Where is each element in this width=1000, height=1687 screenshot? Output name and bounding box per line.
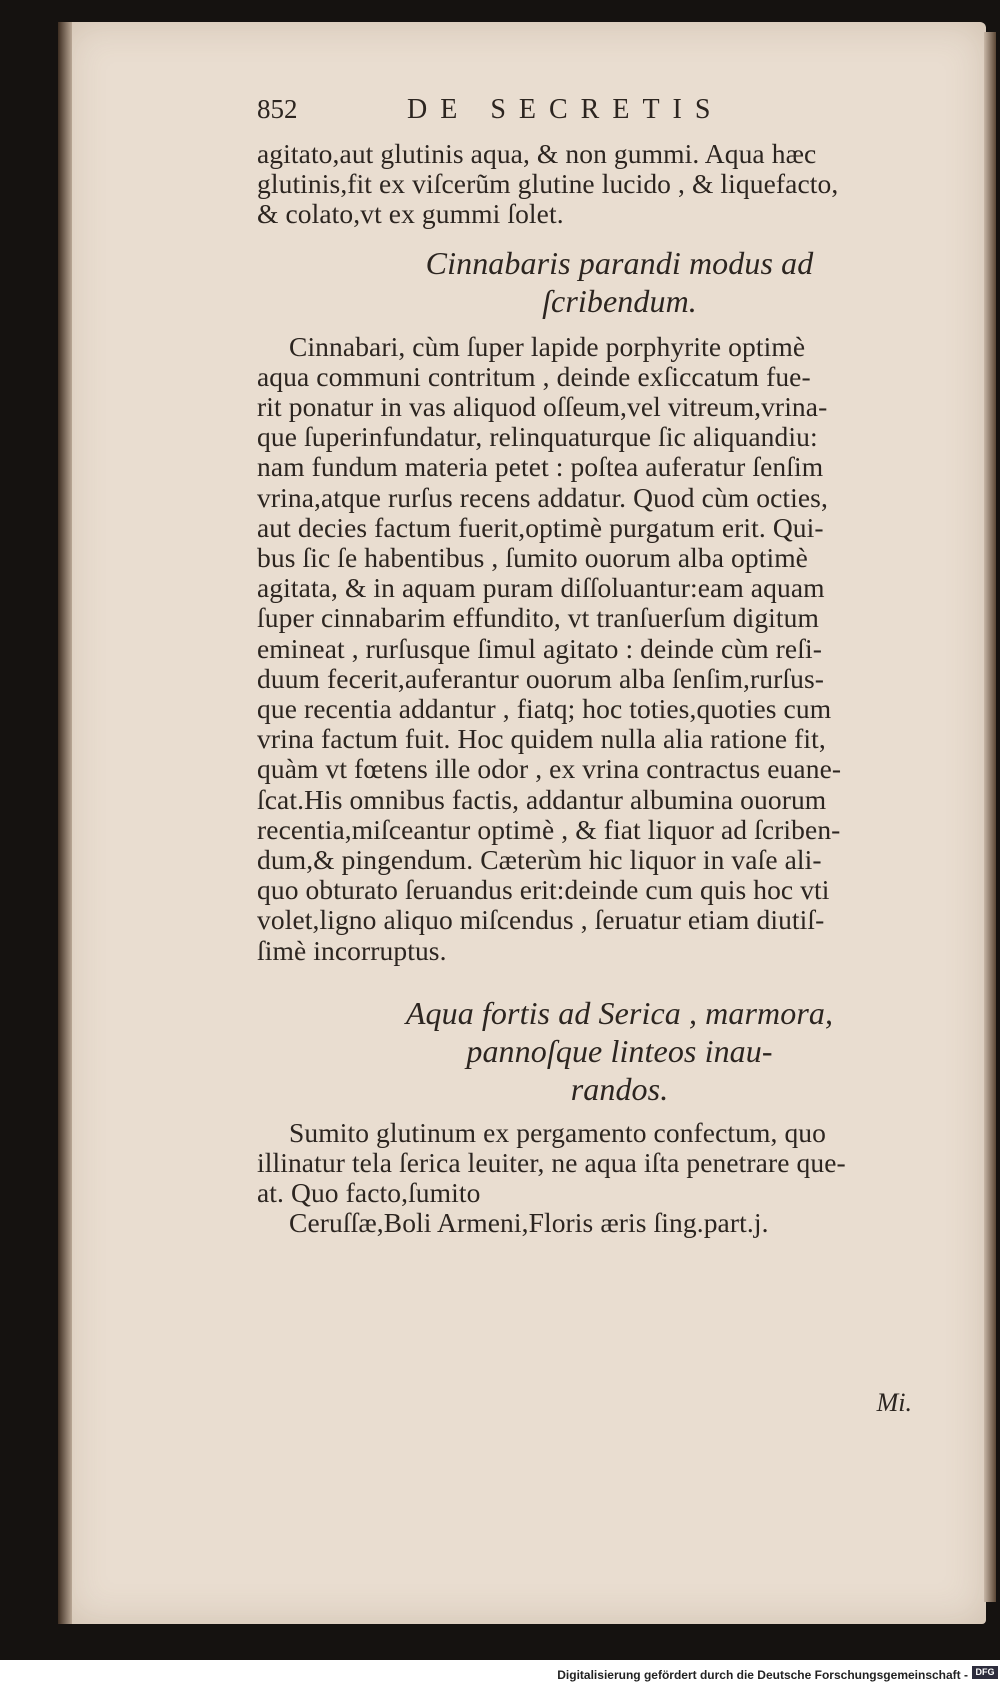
dfg-logo-icon: DFG [972, 1666, 998, 1679]
text-line: vrina factum fuit. Hoc quidem nulla alia ratione fit, [257, 723, 826, 755]
text-line: volet,ligno aliquo miſcendus , ſeruatur etiam diutiſ- [257, 904, 825, 936]
text-line: bus ſic ſe habentibus , ſumito ouorum alba optimè [257, 542, 808, 574]
heading-line: Aqua fortis ad Serica , marmora, [405, 994, 834, 1031]
text-line: quo obturato ſeruandus erit:deinde cum quis hoc vti [257, 874, 830, 906]
catchword: Mi. [876, 1388, 912, 1417]
text-line: dum,& pingendum. Cæterùm hic liquor in vaſe ali- [257, 844, 822, 876]
text-line: ſuper cinnabarim effundito, vt tranſuerſum digitum [257, 602, 819, 634]
text-line: nam fundum materia petet : poſtea auferatur ſenſim [257, 451, 824, 483]
text-line: Cinnabari, cùm ſuper lapide porphyrite optimè [289, 330, 806, 362]
text-line: ſimè incorruptus. [257, 934, 447, 966]
section-heading-cinnabaris [257, 244, 982, 320]
text-line: illinatur tela ſerica leuiter, ne aqua iſta penetrare que- [257, 1147, 846, 1179]
text-line: agitato,aut glutinis aqua, & non gummi. Aqua hæc [257, 138, 817, 169]
heading-line: randos. [570, 1070, 669, 1107]
page-number: 852 [257, 94, 298, 124]
heading-line: pannoſque linteos inau- [466, 1032, 773, 1069]
text-line: aqua communi contritum , deinde exſiccatum fue- [257, 360, 811, 392]
section-heading-aqua-fortis [257, 994, 982, 1108]
text-line: agitata, & in aquam puram diſſoluantur:eam aquam [257, 572, 825, 604]
text-line: glutinis,fit ex viſcerũm glutine lucido , & liquefacto, [257, 168, 839, 200]
text-line: duum fecerit,auferantur ouorum alba ſenſim,rurſus- [257, 662, 825, 694]
running-head [257, 94, 982, 139]
text-line: aut decies factum fuerit,optimè purgatum erit. Qui- [257, 511, 824, 543]
page-text-block [257, 94, 982, 1239]
text-line: emineat , rurſusque ſimul agitato : deinde cùm reſi- [257, 632, 822, 664]
continuation-paragraph [257, 139, 982, 230]
footer-credit: Digitalisierung gefördert durch die Deutsche Forschungsgemeinschaft - [557, 1668, 968, 1682]
text-line: quàm vt fœtens ille odor , ex vrina contractus euane- [257, 753, 842, 785]
text-line: que recentia addantur , fiatq; hoc toties,quoties cum [257, 693, 832, 725]
text-line: vrina,atque rurſus recens addatur. Quod cùm octies, [257, 481, 828, 513]
paragraph-aqua-fortis [257, 1118, 982, 1239]
text-line: & colato,vt ex gummi ſolet. [257, 198, 564, 230]
text-line: Ceruſſæ,Boli Armeni,Floris æris ſing.part.j. [289, 1207, 769, 1239]
text-line: ſcat.His omnibus factis, addantur albumina ouorum [257, 783, 827, 815]
text-line: que ſuperinfundatur, relinquaturque ſic aliquandiu: [257, 421, 818, 453]
paragraph-cinnabaris [257, 332, 982, 966]
heading-line: Cinnabaris parandi modus ad [425, 244, 814, 281]
text-line: rit ponatur in vas aliquod oſſeum,vel vitreum,vrina- [257, 391, 828, 423]
heading-line: ſcribendum. [542, 282, 697, 319]
text-line: Sumito glutinum ex pergamento confectum, quo [289, 1116, 826, 1148]
text-line: at. Quo facto,ſumito [257, 1177, 481, 1209]
running-title: DE SECRETIS [407, 94, 724, 125]
text-line: recentia,miſceantur optimè , & fiat liquor ad ſcriben- [257, 813, 841, 845]
